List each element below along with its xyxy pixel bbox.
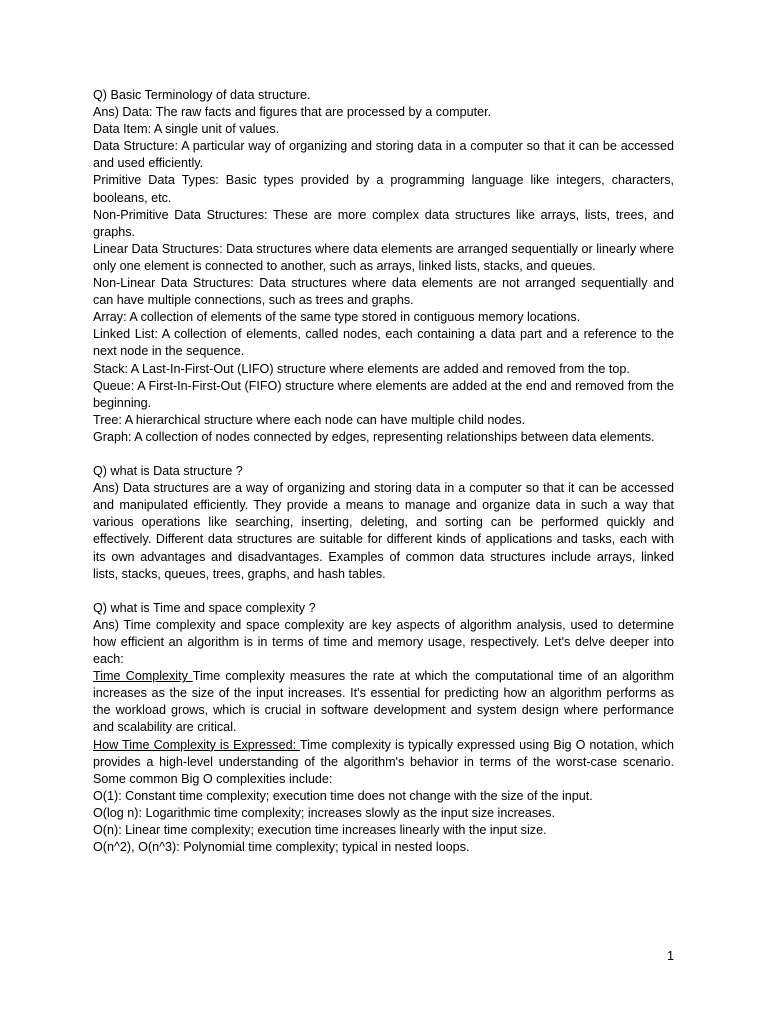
definition-data-item: Data Item: A single unit of values. [93, 122, 280, 137]
question-basic-terminology: Q) Basic Terminology of data structure. [93, 88, 311, 102]
paragraph-spacer [93, 446, 674, 463]
question-what-is-data-structure: Q) what is Data structure ? [93, 464, 243, 479]
time-complexity-expressed-paragraph [93, 737, 674, 788]
document-body [93, 87, 674, 856]
definition-linear-data-structures: Linear Data Structures: Data structures where data elements are arranged sequentially or linearly where only one element is connected to another, such as arrays, linked lists, stacks, and queues. [93, 241, 674, 273]
time-complexity-expressed-text: Time complexity is typically expressed using Big O notation, which provides a high-level understanding of the algorithm's behavior in terms of the worst-case scenario. Some common Big O complexities include: [93, 737, 674, 786]
answer-what-is-data-structure: Ans) Data structures are a way of organizing and storing data in a computer so that it can be accessed and manipulated efficiently. They provide a means to manage and organize data in such a way that various operations like searching, inserting, deleting, and sorting can be performed quickly and effectively. Different data structures are suitable for different kinds of applications and tasks, each with its own advantages and disadvantages. Examples of common data structures include arrays, linked lists, stacks, queues, trees, graphs, and hash tables. [93, 481, 674, 581]
time-complexity-paragraph [93, 668, 674, 736]
definition-data: Ans) Data: The raw facts and figures that are processed by a computer. [93, 105, 492, 120]
definition-data-structure: Data Structure: A particular way of organizing and storing data in a computer so that it can be accessed and used efficiently. [93, 139, 674, 171]
definition-array: Array: A collection of elements of the same type stored in contiguous memory locations. [93, 310, 581, 325]
time-complexity-expressed-heading: How Time Complexity is Expressed: [93, 737, 300, 752]
definition-stack: Stack: A Last-In-First-Out (LIFO) structure where elements are added and removed from the top. [93, 361, 630, 376]
definition-linked-list: Linked List: A collection of elements, called nodes, each containing a data part and a reference to the next node in the sequence. [93, 327, 674, 359]
definition-non-linear-data-structures: Non-Linear Data Structures: Data structures where data elements are not arranged sequentially and can have multiple connections, such as trees and graphs. [93, 276, 674, 308]
time-complexity-heading: Time Complexity [93, 669, 193, 684]
definition-non-primitive-data-structures: Non-Primitive Data Structures: These are more complex data structures like arrays, lists, trees, and graphs. [93, 207, 674, 239]
complexity-constant: O(1): Constant time complexity; execution time does not change with the size of the input. [93, 788, 593, 803]
complexity-polynomial: O(n^2), O(n^3): Polynomial time complexity; typical in nested loops. [93, 840, 470, 855]
definition-graph: Graph: A collection of nodes connected by edges, representing relationships between data elements. [93, 429, 655, 444]
definition-tree: Tree: A hierarchical structure where each node can have multiple child nodes. [93, 412, 526, 427]
complexity-logarithmic: O(log n): Logarithmic time complexity; increases slowly as the input size increases. [93, 805, 555, 820]
time-complexity-text: Time complexity measures the rate at which the computational time of an algorithm increases as the size of the input increases. It's essential for predicting how an algorithm performs as the workload grows, which is crucial in software development and system design where performance and scalability are critical. [93, 669, 674, 735]
question-time-space-complexity: Q) what is Time and space complexity ? [93, 600, 316, 615]
page-number: 1 [667, 949, 675, 963]
answer-time-space-complexity: Ans) Time complexity and space complexity are key aspects of algorithm analysis, used to determine how efficient an algorithm is in terms of time and memory usage, respectively. Let's delve deeper into each: [93, 617, 674, 667]
complexity-linear: O(n): Linear time complexity; execution time increases linearly with the input size. [93, 823, 547, 838]
paragraph-spacer [93, 583, 674, 600]
definition-queue: Queue: A First-In-First-Out (FIFO) structure where elements are added at the end and removed from the beginning. [93, 378, 674, 410]
definition-primitive-data-types: Primitive Data Types: Basic types provided by a programming language like integers, characters, booleans, etc. [93, 173, 674, 205]
